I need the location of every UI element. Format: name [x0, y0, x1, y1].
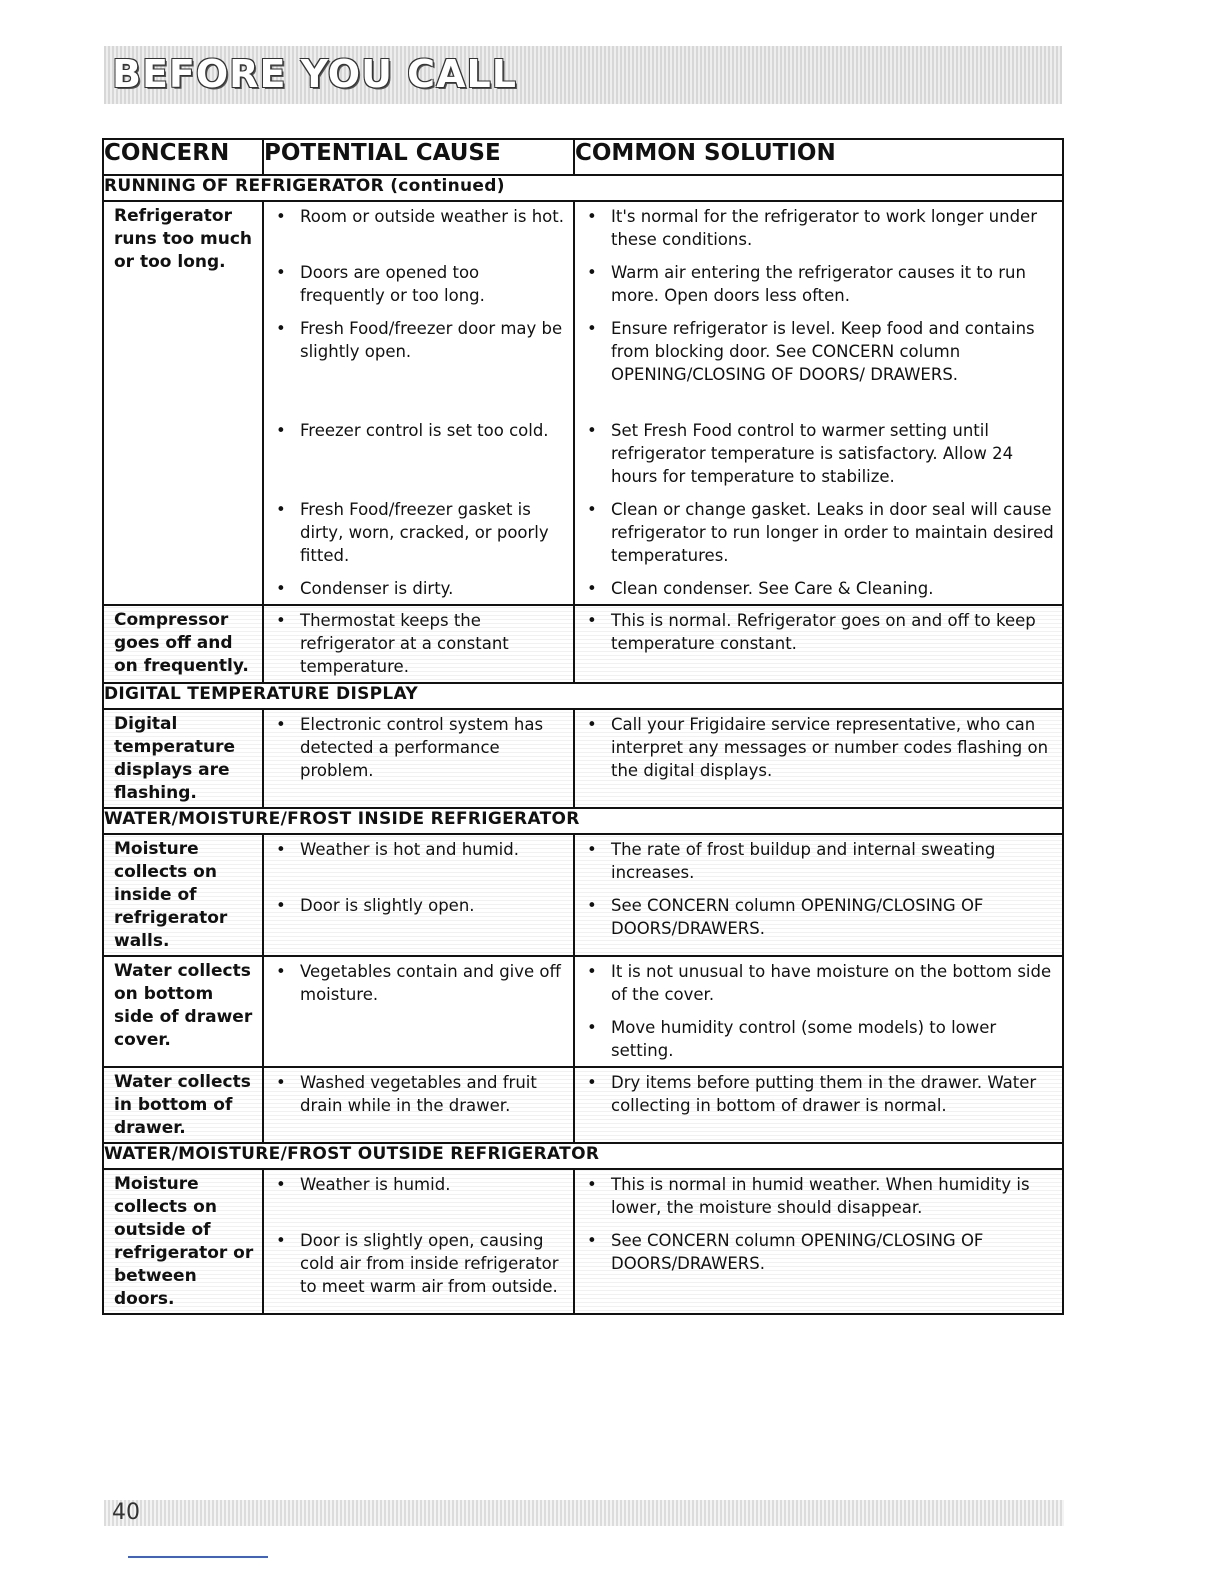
page-title: BEFORE YOU CALL [112, 52, 517, 96]
solution-cell [574, 1067, 1063, 1143]
bullet-icon: • [276, 319, 286, 338]
table-row [103, 834, 1063, 956]
solution-cell [574, 956, 1063, 1067]
bullet-icon: • [587, 500, 597, 519]
concern-cell: Digital temperature displays are flashing. [103, 709, 263, 808]
bullet-icon: • [587, 319, 597, 338]
cause-cell [263, 1067, 574, 1143]
section-header [103, 683, 1063, 709]
bullet-icon: • [587, 1175, 597, 1194]
solution-text: It's normal for the refrigerator to work longer under these conditions. [611, 207, 1037, 249]
solution-cell [574, 201, 1063, 605]
concern-cell: Compressor goes off and on frequently. [103, 605, 263, 683]
solution-text: See CONCERN column OPENING/CLOSING OF DOORS/DRAWERS. [611, 896, 984, 938]
cause-text: Condenser is dirty. [300, 579, 454, 598]
bullet-icon: • [276, 962, 286, 981]
bullet-icon: • [276, 896, 286, 915]
solution-text: This is normal. Refrigerator goes on and off to keep temperature constant. [611, 611, 1036, 653]
table-row [103, 1169, 1063, 1314]
footer-band [104, 1500, 1064, 1526]
bullet-icon: • [276, 840, 286, 859]
page-number: 40 [112, 1500, 140, 1525]
solution-text: See CONCERN column OPENING/CLOSING OF DOORS/DRAWERS. [611, 1231, 984, 1273]
solution-text: Call your Frigidaire service representative, who can interpret any messages or number codes flashing on the digital displays. [611, 715, 1049, 780]
bullet-icon: • [587, 207, 597, 226]
bullet-icon: • [276, 207, 286, 226]
cause-text: Doors are opened too frequently or too long. [300, 263, 485, 305]
bullet-icon: • [587, 1018, 597, 1037]
table-row [103, 1067, 1063, 1143]
table-row [103, 605, 1063, 683]
solution-text: The rate of frost buildup and internal sweating increases. [611, 840, 996, 882]
solution-cell [574, 1169, 1063, 1314]
cause-text: Freezer control is set too cold. [300, 421, 549, 440]
bullet-icon: • [587, 896, 597, 915]
bullet-icon: • [587, 962, 597, 981]
bullet-icon: • [587, 840, 597, 859]
solution-cell [574, 834, 1063, 956]
table-row [103, 709, 1063, 808]
section-header [103, 175, 1063, 201]
cause-text: Thermostat keeps the refrigerator at a constant temperature. [300, 611, 509, 676]
table-row [103, 956, 1063, 1067]
bullet-icon: • [587, 263, 597, 282]
solution-cell [574, 605, 1063, 683]
solution-cell [574, 709, 1063, 808]
cause-cell [263, 605, 574, 683]
cause-text: Washed vegetables and fruit drain while in the drawer. [300, 1073, 537, 1115]
solution-text: This is normal in humid weather. When humidity is lower, the moisture should disappear. [611, 1175, 1030, 1217]
bullet-icon: • [276, 1073, 286, 1092]
bullet-icon: • [587, 421, 597, 440]
bullet-icon: • [587, 611, 597, 630]
bullet-icon: • [276, 500, 286, 519]
section-title: WATER/MOISTURE/FROST INSIDE REFRIGERATOR [103, 808, 1063, 834]
cause-cell [263, 834, 574, 956]
concern-cell: Moisture collects on inside of refrigerator walls. [103, 834, 263, 956]
troubleshooting-table [102, 138, 1064, 1315]
section-header [103, 1143, 1063, 1169]
cause-text: Weather is humid. [300, 1175, 451, 1194]
bullet-icon: • [276, 1175, 286, 1194]
concern-cell: Water collects on bottom side of drawer cover. [103, 956, 263, 1067]
header-common-solution: COMMON SOLUTION [574, 139, 1063, 175]
solution-text: Ensure refrigerator is level. Keep food and contains from blocking door. See CONCERN column OPENING/CLOSING OF DOORS/ DRAWERS. [611, 319, 1035, 384]
cause-text: Door is slightly open. [300, 896, 475, 915]
cause-text: Vegetables contain and give off moisture. [300, 962, 561, 1004]
section-title: RUNNING OF REFRIGERATOR (continued) [103, 175, 1063, 201]
solution-text: It is not unusual to have moisture on the bottom side of the cover. [611, 962, 1052, 1004]
bullet-icon: • [276, 579, 286, 598]
bullet-icon: • [587, 579, 597, 598]
footer-divider [128, 1556, 268, 1558]
header-concern: CONCERN [103, 139, 263, 175]
solution-text: Dry items before putting them in the drawer. Water collecting in bottom of drawer is normal. [611, 1073, 1037, 1115]
cause-text: Room or outside weather is hot. [300, 207, 564, 226]
concern-cell: Water collects in bottom of drawer. [103, 1067, 263, 1143]
cause-text: Fresh Food/freezer door may be slightly open. [300, 319, 563, 361]
bullet-icon: • [587, 715, 597, 734]
bullet-icon: • [276, 1231, 286, 1250]
bullet-icon: • [276, 263, 286, 282]
cause-text: Fresh Food/freezer gasket is dirty, worn, cracked, or poorly fitted. [300, 500, 549, 565]
section-title: WATER/MOISTURE/FROST OUTSIDE REFRIGERATOR [103, 1143, 1063, 1169]
solution-text: Clean or change gasket. Leaks in door seal will cause refrigerator to run longer in order to maintain desired temperatures. [611, 500, 1054, 565]
cause-text: Weather is hot and humid. [300, 840, 519, 859]
concern-cell: Refrigerator runs too much or too long. [103, 201, 263, 605]
solution-text: Move humidity control (some models) to lower setting. [611, 1018, 997, 1060]
cause-text: Door is slightly open, causing cold air from inside refrigerator to meet warm air from outside. [300, 1231, 559, 1296]
cause-text: Electronic control system has detected a performance problem. [300, 715, 544, 780]
cause-cell [263, 1169, 574, 1314]
cause-cell [263, 201, 574, 605]
bullet-icon: • [276, 715, 286, 734]
solution-text: Set Fresh Food control to warmer setting until refrigerator temperature is satisfactory. Allow 24 hours for temperature to stabilize. [611, 421, 1014, 486]
bullet-icon: • [587, 1231, 597, 1250]
table-header-row [103, 139, 1063, 175]
solution-text: Warm air entering the refrigerator causes it to run more. Open doors less often. [611, 263, 1026, 305]
bullet-icon: • [587, 1073, 597, 1092]
table-row [103, 201, 1063, 605]
solution-text: Clean condenser. See Care & Cleaning. [611, 579, 934, 598]
section-header [103, 808, 1063, 834]
cause-cell [263, 709, 574, 808]
bullet-icon: • [276, 421, 286, 440]
bullet-icon: • [276, 611, 286, 630]
section-title: DIGITAL TEMPERATURE DISPLAY [103, 683, 1063, 709]
concern-cell: Moisture collects on outside of refrigerator or between doors. [103, 1169, 263, 1314]
header-potential-cause: POTENTIAL CAUSE [263, 139, 574, 175]
cause-cell [263, 956, 574, 1067]
